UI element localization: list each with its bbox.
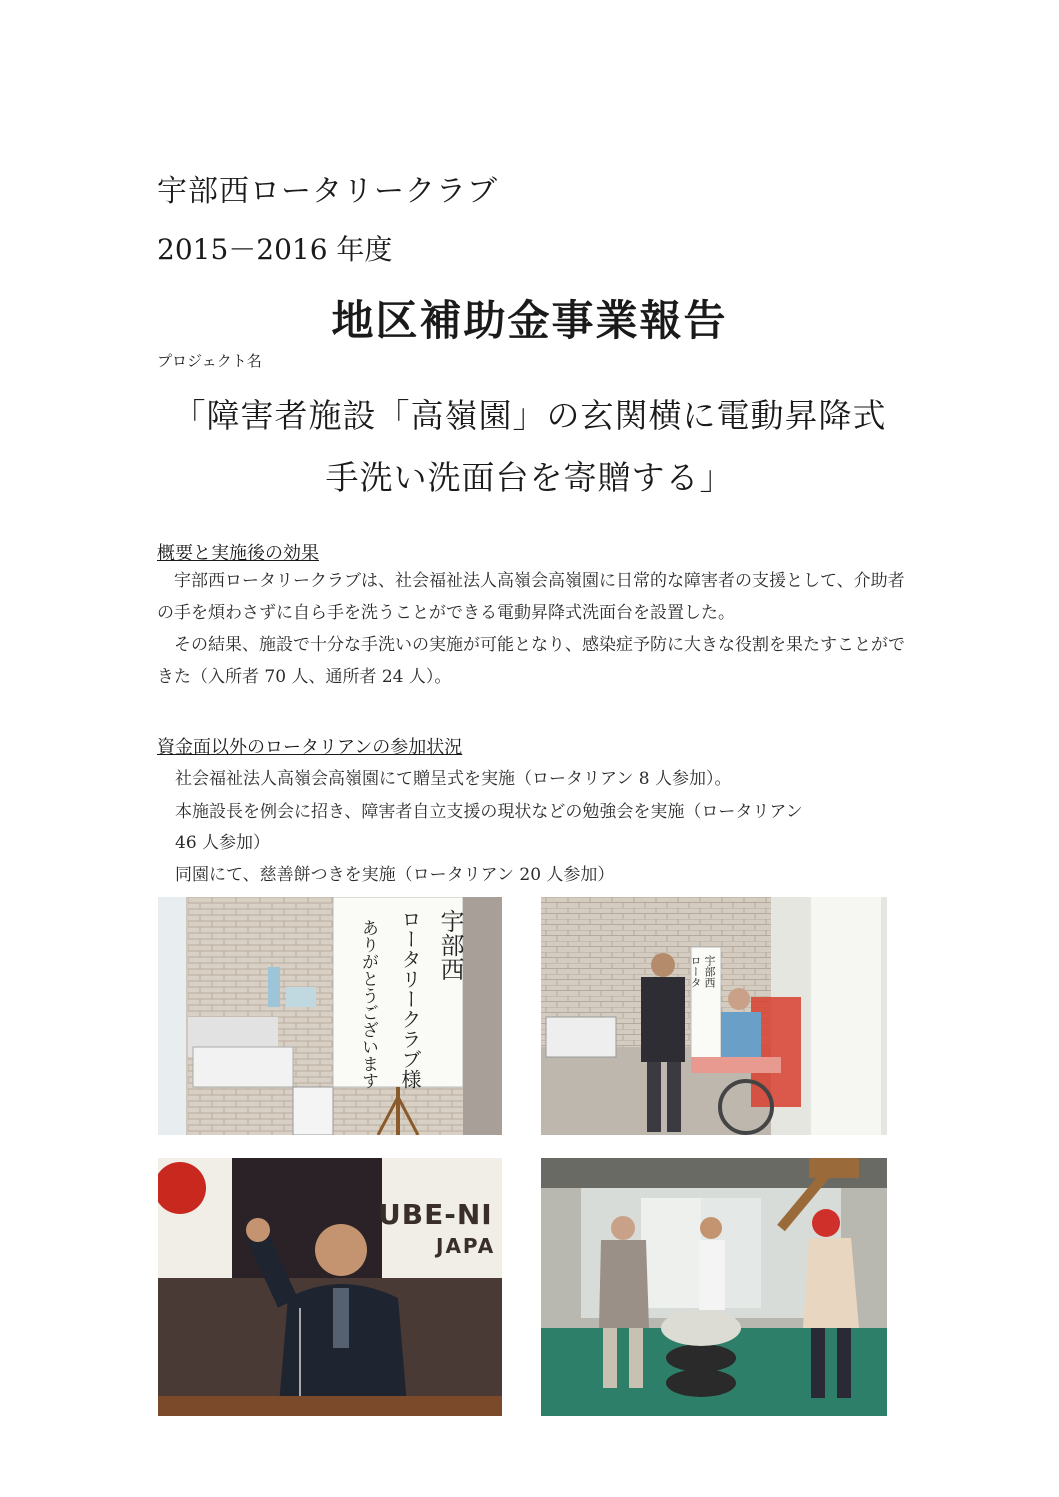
club-banner-line-2: JAPA (436, 1234, 496, 1258)
overview-heading: 概要と実施後の効果 (157, 543, 319, 564)
photo-speaker-lecture (158, 1158, 502, 1416)
participation-line-2: 本施設長を例会に招き、障害者自立支援の現状などの勉強会を実施（ロータリアン (175, 802, 803, 822)
small-banner-2: ロータ (689, 955, 702, 988)
project-name-line-2: 手洗い洗面台を寄贈する」 (325, 458, 734, 497)
report-title: 地区補助金事業報告 (331, 296, 728, 345)
project-name-line-1: 「障害者施設「高嶺園」の玄関横に電動昇降式 (172, 396, 887, 435)
participation-line-4: 同園にて、慈善餅つきを実施（ロータリアン 20 人参加） (175, 865, 615, 885)
overview-paragraph-2: その結果、施設で十分な手洗いの実施が可能となり、感染症予防に大きな役割を果たすことができた（入所者 70 人、通所者 24 人）。 (157, 635, 905, 687)
banner-text-3: ありがとうございます (358, 919, 378, 1089)
overview-paragraph-1: 宇部西ロータリークラブは、社会福祉法人高嶺会高嶺園に日常的な障害者の支援として、介助者の手を煩わさずに自ら手を洗うことができる電動昇降式洗面台を設置した。 (157, 571, 905, 623)
participation-heading: 資金面以外のロータリアンの参加状況 (157, 737, 463, 758)
banner-text-2: ロータリークラブ様 (398, 909, 422, 1089)
photo-mochi-pounding (541, 1158, 887, 1416)
fiscal-year: 2015－2016 年度 (157, 233, 393, 266)
photo-handshake-wheelchair (541, 897, 887, 1135)
banner-text-1: 宇部西 (436, 909, 464, 981)
participation-line-1: 社会福祉法人高嶺会高嶺園にて贈呈式を実施（ロータリアン 8 人参加）。 (175, 769, 732, 789)
participation-line-3: 46 人参加） (175, 833, 271, 853)
project-label: プロジェクト名 (157, 352, 262, 370)
small-banner-1: 宇部西 (703, 955, 716, 988)
photo-washbasin-banner (158, 897, 502, 1135)
club-name: 宇部西ロータリークラブ (157, 174, 498, 209)
club-banner-line-1: UBE-NI (378, 1198, 493, 1231)
